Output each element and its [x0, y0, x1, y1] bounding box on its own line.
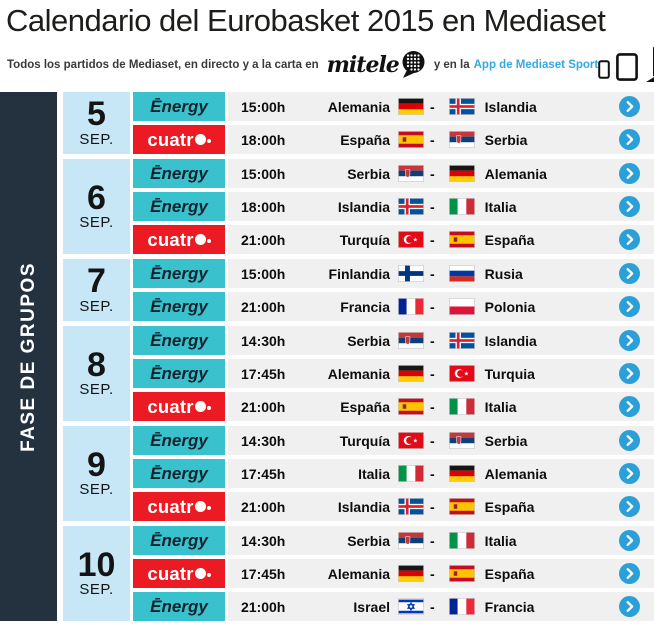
- date-cell: [63, 326, 130, 421]
- match-row: [133, 192, 654, 221]
- channel-logo-text: Ēnergy: [150, 196, 208, 216]
- date-month: SEP.: [79, 481, 114, 499]
- home-flag-icon: [398, 198, 424, 215]
- date-day: 7: [87, 262, 106, 301]
- channel-logo-energy: [133, 459, 225, 488]
- away-team: Francia: [484, 598, 535, 615]
- match-time: 21:00h: [241, 298, 286, 315]
- match-row: [133, 526, 654, 555]
- date-month: SEP.: [79, 581, 114, 599]
- date-cell: [63, 426, 130, 521]
- channel-logo-energy: [133, 192, 225, 221]
- home-team: Francia: [340, 298, 390, 315]
- vs-separator: -: [430, 231, 435, 248]
- channel-logo-text: cuatr: [147, 228, 194, 250]
- match-time: 14:30h: [241, 332, 286, 349]
- away-team: España: [484, 498, 535, 515]
- match-row: [133, 492, 654, 521]
- away-team: España: [484, 565, 535, 582]
- match-row: [133, 292, 654, 321]
- vs-separator: -: [430, 532, 435, 549]
- match-time: 17:45h: [241, 565, 286, 582]
- match-detail-button[interactable]: [619, 96, 640, 117]
- date-cell: [63, 526, 130, 621]
- channel-logo-cuatro: [133, 125, 225, 154]
- schedule-day-group: [63, 426, 654, 521]
- away-team: Italia: [484, 532, 517, 549]
- match-detail-button[interactable]: [619, 330, 640, 351]
- away-team: Islandia: [484, 332, 537, 349]
- home-team: Alemania: [327, 98, 390, 115]
- channel-logo-energy: [133, 526, 225, 555]
- schedule-day-group: [63, 526, 654, 621]
- home-flag-icon: [398, 432, 424, 449]
- vs-separator: -: [430, 332, 435, 349]
- away-flag-icon: [449, 432, 475, 449]
- channel-logo-cuatro: [133, 392, 225, 421]
- home-flag-icon: [398, 98, 424, 115]
- match-detail-button[interactable]: [619, 496, 640, 517]
- match-row: [133, 459, 654, 488]
- vs-separator: -: [430, 98, 435, 115]
- home-flag-icon: [398, 532, 424, 549]
- channel-logo-text: Ēnergy: [150, 363, 208, 383]
- vs-separator: -: [430, 498, 435, 515]
- match-info: [228, 392, 654, 421]
- match-row: [133, 326, 654, 355]
- match-time: 17:45h: [241, 465, 286, 482]
- home-team: Islandia: [337, 498, 390, 515]
- away-flag-icon: [449, 365, 475, 382]
- channel-logo-text: cuatr: [147, 395, 194, 417]
- home-flag-icon: [398, 131, 424, 148]
- cuatro-sup-dot: [207, 506, 211, 510]
- date-cell: [63, 92, 130, 154]
- home-flag-icon: [398, 565, 424, 582]
- match-info: [228, 92, 654, 121]
- home-team: Turquía: [339, 231, 390, 248]
- home-flag-icon: [398, 165, 424, 182]
- away-flag-icon: [449, 565, 475, 582]
- phase-sidebar: [0, 92, 57, 621]
- day-matches: [133, 259, 654, 321]
- channel-logo-text: Ēnergy: [150, 96, 208, 116]
- match-row: [133, 92, 654, 121]
- subtitle-text-2: y en la: [433, 59, 470, 71]
- match-row: [133, 359, 654, 388]
- match-row: [133, 592, 654, 621]
- mitele-logo: [327, 52, 427, 79]
- vs-separator: -: [430, 465, 435, 482]
- away-flag-icon: [449, 598, 475, 615]
- match-detail-button[interactable]: [619, 363, 640, 384]
- match-info: [228, 292, 654, 321]
- date-day: 6: [87, 178, 106, 217]
- match-row: [133, 159, 654, 188]
- channel-logo-energy: [133, 326, 225, 355]
- match-info: [228, 125, 654, 154]
- vs-separator: -: [430, 432, 435, 449]
- schedule-day-group: [63, 259, 654, 321]
- match-row: [133, 392, 654, 421]
- home-flag-icon: [398, 332, 424, 349]
- channel-logo-text: Ēnergy: [150, 430, 208, 450]
- tablet-icon: [616, 53, 638, 81]
- match-time: 21:00h: [241, 598, 286, 615]
- match-detail-button[interactable]: [619, 296, 640, 317]
- channel-logo-cuatro: [133, 559, 225, 588]
- match-detail-button[interactable]: [619, 129, 640, 150]
- vs-separator: -: [430, 165, 435, 182]
- date-day: 9: [87, 445, 106, 484]
- match-detail-button[interactable]: [619, 596, 640, 617]
- match-info: [228, 192, 654, 221]
- channel-logo-energy: [133, 426, 225, 455]
- home-team: Finlandia: [328, 265, 390, 282]
- home-flag-icon: [398, 298, 424, 315]
- match-row: [133, 259, 654, 288]
- home-team: Serbia: [347, 332, 390, 349]
- home-flag-icon: [398, 465, 424, 482]
- away-team: Italia: [484, 398, 517, 415]
- away-flag-icon: [449, 332, 475, 349]
- match-time: 15:00h: [241, 98, 286, 115]
- match-info: [228, 459, 654, 488]
- away-flag-icon: [449, 231, 475, 248]
- date-day: 10: [77, 545, 116, 584]
- channel-logo-text: Ēnergy: [150, 330, 208, 350]
- device-icons: [598, 47, 654, 83]
- home-team: Israel: [353, 598, 390, 615]
- app-mediaset-sport-link[interactable]: App de Mediaset Sport: [473, 59, 599, 71]
- schedule-table: [63, 92, 654, 626]
- channel-logo-text: Ēnergy: [150, 163, 208, 183]
- match-time: 18:00h: [241, 131, 286, 148]
- date-month: SEP.: [79, 214, 114, 232]
- cuatro-sup-dot: [207, 239, 211, 243]
- date-month: SEP.: [79, 130, 114, 148]
- match-info: [228, 159, 654, 188]
- vs-separator: -: [430, 131, 435, 148]
- cuatro-o-disc: [195, 234, 206, 245]
- match-info: [228, 326, 654, 355]
- home-team: España: [340, 398, 390, 415]
- away-flag-icon: [449, 298, 475, 315]
- channel-logo-energy: [133, 592, 225, 621]
- date-day: 5: [87, 95, 106, 134]
- away-team: Serbia: [484, 432, 528, 449]
- home-flag-icon: [398, 231, 424, 248]
- home-team: Islandia: [337, 198, 390, 215]
- channel-logo-energy: [133, 259, 225, 288]
- date-cell: [63, 159, 130, 254]
- away-team: Alemania: [484, 465, 547, 482]
- home-team: Alemania: [327, 365, 390, 382]
- day-matches: [133, 159, 654, 254]
- home-flag-icon: [398, 365, 424, 382]
- vs-separator: -: [430, 298, 435, 315]
- cuatro-o-disc: [195, 134, 206, 145]
- match-info: [228, 559, 654, 588]
- match-row: [133, 125, 654, 154]
- date-month: SEP.: [79, 381, 114, 399]
- cuatro-sup-dot: [207, 573, 211, 577]
- match-time: 18:00h: [241, 198, 286, 215]
- match-row: [133, 225, 654, 254]
- match-time: 14:30h: [241, 432, 286, 449]
- channel-logo-energy: [133, 92, 225, 121]
- cuatro-o-disc: [195, 401, 206, 412]
- date-day: 8: [87, 345, 106, 384]
- mitele-logo-text: mitele: [326, 52, 399, 78]
- match-info: [228, 526, 654, 555]
- cuatro-o-disc: [195, 568, 206, 579]
- match-info: [228, 259, 654, 288]
- channel-logo-energy: [133, 359, 225, 388]
- away-team: Polonia: [484, 298, 536, 315]
- match-info: [228, 492, 654, 521]
- channel-logo-energy: [133, 159, 225, 188]
- away-team: Rusia: [484, 265, 523, 282]
- phase-label: FASE DE GRUPOS: [17, 261, 39, 452]
- cuatro-o-disc: [195, 501, 206, 512]
- vs-separator: -: [430, 265, 435, 282]
- away-team: España: [484, 231, 535, 248]
- away-team: Alemania: [484, 165, 547, 182]
- schedule-day-group: [63, 159, 654, 254]
- subtitle-text: Todos los partidos de Mediaset, en directo y a la carta en: [7, 59, 319, 71]
- match-detail-button[interactable]: [619, 196, 640, 217]
- cuatro-sup-dot: [207, 139, 211, 143]
- match-time: 21:00h: [241, 398, 286, 415]
- page-title: Calendario del Eurobasket 2015 en Mediaset: [6, 3, 606, 38]
- home-team: Turquía: [339, 432, 390, 449]
- smartphone-icon: [598, 60, 610, 79]
- channel-logo-text: Ēnergy: [150, 263, 208, 283]
- home-flag-icon: [398, 498, 424, 515]
- day-matches: [133, 92, 654, 154]
- day-matches: [133, 426, 654, 521]
- day-matches: [133, 526, 654, 621]
- away-team: Serbia: [484, 131, 528, 148]
- schedule-day-group: [63, 92, 654, 154]
- home-team: España: [340, 131, 390, 148]
- match-detail-button[interactable]: [619, 563, 640, 584]
- away-flag-icon: [449, 165, 475, 182]
- channel-logo-text: Ēnergy: [150, 296, 208, 316]
- subheader-bar: [7, 42, 652, 88]
- away-flag-icon: [449, 131, 475, 148]
- away-flag-icon: [449, 198, 475, 215]
- home-flag-icon: [398, 265, 424, 282]
- schedule-day-group: [63, 326, 654, 421]
- away-flag-icon: [449, 98, 475, 115]
- channel-logo-cuatro: [133, 225, 225, 254]
- home-team: Italia: [358, 465, 390, 482]
- match-time: 21:00h: [241, 231, 286, 248]
- vs-separator: -: [430, 365, 435, 382]
- channel-logo-energy: [133, 292, 225, 321]
- home-team: Serbia: [347, 532, 390, 549]
- vs-separator: -: [430, 198, 435, 215]
- match-info: [228, 225, 654, 254]
- home-flag-icon: [398, 598, 424, 615]
- match-detail-button[interactable]: [619, 430, 640, 451]
- mitele-bubble-icon: [400, 50, 427, 79]
- vs-separator: -: [430, 598, 435, 615]
- channel-logo-cuatro: [133, 492, 225, 521]
- match-time: 21:00h: [241, 498, 286, 515]
- match-row: [133, 559, 654, 588]
- match-detail-button[interactable]: [619, 163, 640, 184]
- away-flag-icon: [449, 532, 475, 549]
- channel-logo-text: cuatr: [147, 128, 194, 150]
- match-row: [133, 426, 654, 455]
- away-flag-icon: [449, 498, 475, 515]
- match-time: 14:30h: [241, 532, 286, 549]
- channel-logo-text: Ēnergy: [150, 463, 208, 483]
- away-flag-icon: [449, 465, 475, 482]
- day-matches: [133, 326, 654, 421]
- channel-logo-text: Ēnergy: [150, 596, 208, 616]
- away-team: Turquia: [484, 365, 535, 382]
- away-flag-icon: [449, 398, 475, 415]
- vs-separator: -: [430, 398, 435, 415]
- cuatro-sup-dot: [207, 406, 211, 410]
- away-flag-icon: [449, 265, 475, 282]
- home-team: Alemania: [327, 565, 390, 582]
- laptop-icon: [644, 47, 654, 83]
- match-info: [228, 592, 654, 621]
- date-cell: [63, 259, 130, 321]
- channel-logo-text: cuatr: [147, 495, 194, 517]
- match-time: 17:45h: [241, 365, 286, 382]
- match-detail-button[interactable]: [619, 396, 640, 417]
- match-time: 15:00h: [241, 165, 286, 182]
- match-info: [228, 426, 654, 455]
- date-month: SEP.: [79, 297, 114, 315]
- home-team: Serbia: [347, 165, 390, 182]
- match-info: [228, 359, 654, 388]
- match-detail-button[interactable]: [619, 263, 640, 284]
- away-team: Islandia: [484, 98, 537, 115]
- channel-logo-text: Ēnergy: [150, 530, 208, 550]
- vs-separator: -: [430, 565, 435, 582]
- away-team: Italia: [484, 198, 517, 215]
- home-flag-icon: [398, 398, 424, 415]
- match-detail-button[interactable]: [619, 229, 640, 250]
- channel-logo-text: cuatr: [147, 562, 194, 584]
- match-detail-button[interactable]: [619, 463, 640, 484]
- match-detail-button[interactable]: [619, 530, 640, 551]
- match-time: 15:00h: [241, 265, 286, 282]
